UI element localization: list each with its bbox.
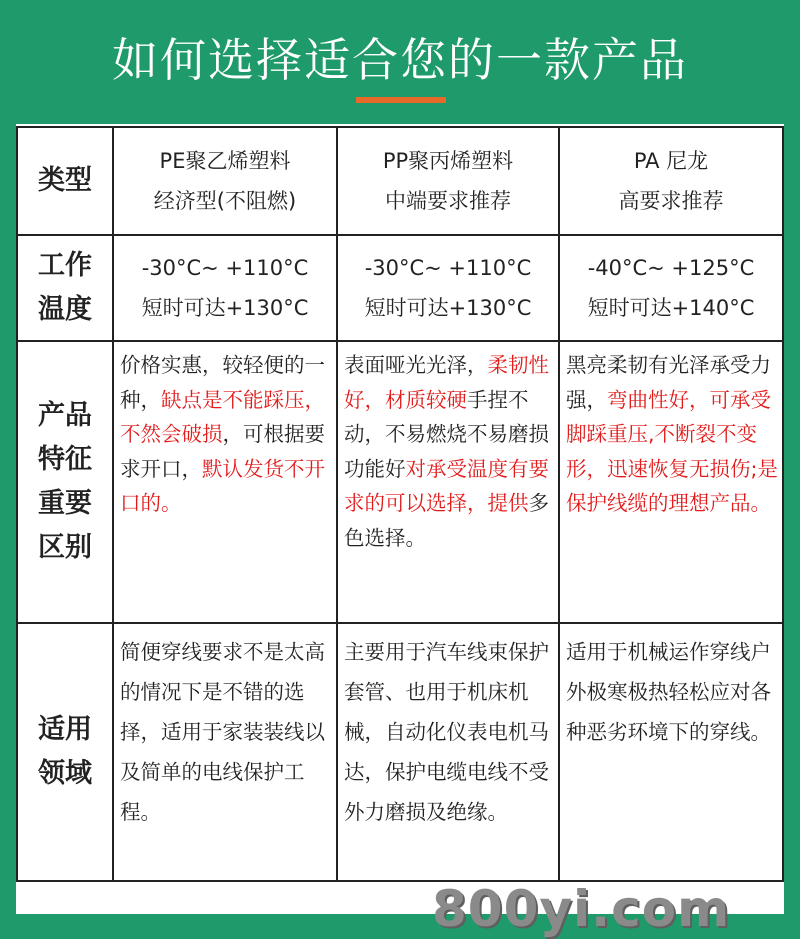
cell-pe-applications — [113, 623, 337, 881]
cell-pp-features — [337, 341, 559, 623]
pp-feature-text-2: 手捏不动，不易燃烧不易磨损功能好 — [344, 387, 549, 481]
pp-feature-text: 表面哑光光泽， — [344, 353, 488, 377]
pe-application: 简便穿线要求不是太高的情况下是不错的选择，适用于家装装线以及简单的电线保护工程。 — [120, 640, 325, 824]
pp-temp-peak: 短时可达+130°C — [364, 296, 532, 320]
pa-name: PA 尼龙 — [633, 149, 709, 173]
pp-feature-highlight-2: 对承受温度有要求的可以选择，提供 — [344, 456, 549, 515]
cell-pe-temperature — [113, 235, 337, 341]
pe-feature-highlight: 缺点是不能踩压，不然会破损 — [120, 387, 325, 446]
pp-grade: 中端要求推荐 — [385, 189, 511, 213]
pp-application: 主要用于汽车线束保护套管、也用于机床机械，自动化仪表电机马达，保护电缆电线不受外力磨损及绝缘。 — [344, 640, 549, 824]
cell-pa-applications — [559, 623, 783, 881]
table-row-temperature — [17, 235, 783, 341]
watermark: 800yi.com — [432, 880, 731, 938]
pa-temp-peak: 短时可达+140°C — [587, 296, 755, 320]
row-label-temperature: 工作 温度 — [17, 235, 113, 341]
pe-temp-peak: 短时可达+130°C — [141, 296, 309, 320]
table-row-type — [17, 127, 783, 235]
pa-grade: 高要求推荐 — [618, 189, 724, 213]
cell-pe-features — [113, 341, 337, 623]
pe-feature-text-2: ，可根据要求开口， — [120, 422, 325, 481]
pe-feature-highlight-2: 默认发货不开口的。 — [120, 456, 325, 515]
pp-feature-text-3: 多色选择。 — [344, 491, 549, 550]
title-underline — [356, 97, 446, 103]
comparison-table — [16, 126, 784, 882]
pp-name: PP聚丙烯塑料 — [382, 149, 514, 173]
pp-feature-highlight: 柔韧性好，材质较硬 — [344, 353, 549, 412]
row-label-type: 类型 — [17, 127, 113, 235]
table-row-features — [17, 341, 783, 623]
cell-pe-type — [113, 127, 337, 235]
pe-temp-range: -30°C~ +110°C — [141, 256, 309, 280]
cell-pp-temperature — [337, 235, 559, 341]
cell-pa-temperature — [559, 235, 783, 341]
pe-grade: 经济型(不阻燃) — [153, 189, 297, 213]
pe-name: PE聚乙烯塑料 — [159, 149, 291, 173]
cell-pp-type — [337, 127, 559, 235]
pe-feature-text: 价格实惠，较轻便的一种， — [120, 353, 325, 412]
pa-temp-range: -40°C~ +125°C — [587, 256, 755, 280]
pa-feature-text: 黑亮柔韧有光泽承受力强， — [566, 353, 771, 412]
table-row-applications — [17, 623, 783, 881]
row-label-features: 产品 特征 重要 区别 — [17, 341, 113, 623]
cell-pp-applications — [337, 623, 559, 881]
cell-pa-features — [559, 341, 783, 623]
pa-feature-highlight: 弯曲性好，可承受脚踩重压,不断裂不变形，迅速恢复无损伤;是保护线缆的理想产品。 — [566, 387, 778, 515]
row-label-applications: 适用 领域 — [17, 623, 113, 881]
page-title: 如何选择适合您的一款产品 — [112, 33, 688, 87]
pa-application: 适用于机械运作穿线户外极寒极热轻松应对各种恶劣环境下的穿线。 — [566, 640, 771, 744]
pp-temp-range: -30°C~ +110°C — [364, 256, 532, 280]
cell-pa-type — [559, 127, 783, 235]
